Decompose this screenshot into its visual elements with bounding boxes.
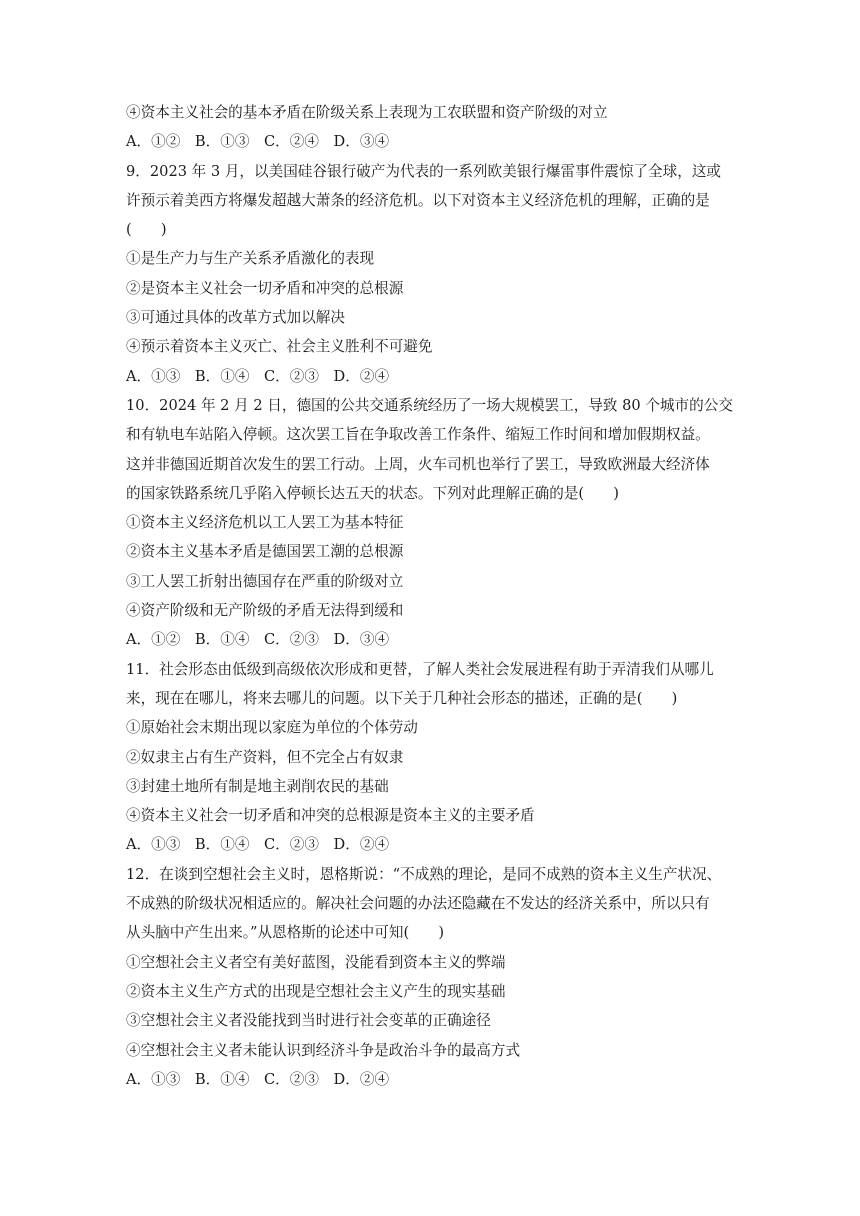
q9-option-3: ③可通过具体的改革方式加以解决 <box>126 309 345 327</box>
q8-option-4: ④资本主义社会的基本矛盾在阶级关系上表现为工农联盟和资产阶级的对立 <box>126 104 608 121</box>
q9-stem-line-2: 许预示着美西方将爆发超越大萧条的经济危机。以下对资本主义经济危机的理解，正确的是 <box>126 191 710 209</box>
q9-option-2: ②是资本主义社会一切矛盾和冲突的总根源 <box>126 279 404 297</box>
q10-option-2: ②资本主义基本矛盾是德国罢工潮的总根源 <box>126 543 404 561</box>
q9-option-4: ④预示着资本主义灭亡、社会主义胜利不可避免 <box>126 338 433 356</box>
q11-option-3: ③封建土地所有制是地主剥削农民的基础 <box>126 777 389 795</box>
q11-stem-line-1: 11．社会形态由低级到高级依次形成和更替，了解人类社会发展进程有助于弄清我们从哪儿 <box>126 660 714 678</box>
q10-option-3: ③工人罢工折射出德国存在严重的阶级对立 <box>126 572 404 590</box>
q10-option-4: ④资产阶级和无产阶级的矛盾无法得到缓和 <box>126 602 404 620</box>
q10-stem-line-4: 的国家铁路系统几乎陷入停顿长达五天的状态。下列对此理解正确的是( ) <box>126 484 619 502</box>
q12-option-1: ①空想社会主义者空有美好蓝图，没能看到资本主义的弊端 <box>126 953 506 971</box>
q10-stem-line-1: 10．2024 年 2 月 2 日，德国的公共交通系统经历了一场大规模罢工，导致 80 个城市的公交 <box>126 396 733 414</box>
q12-option-3: ③空想社会主义者没能找到当时进行社会变革的正确途径 <box>126 1012 491 1030</box>
q11-answer-choices: A．①③ B．①④ C．②③ D．②④ <box>126 836 390 854</box>
q8-answer-choices: A．①② B．①③ C．②④ D．③④ <box>126 133 390 151</box>
q12-option-4: ④空想社会主义者未能认识到经济斗争是政治斗争的最高方式 <box>126 1041 521 1059</box>
q10-stem-line-3: 这并非德国近期首次发生的罢工行动。上周，火车司机也举行了罢工，导致欧洲最大经济体 <box>126 455 710 473</box>
q12-option-2: ②资本主义生产方式的出现是空想社会主义产生的现实基础 <box>126 982 506 1000</box>
q10-answer-choices: A．①② B．①④ C．②③ D．③④ <box>126 631 390 649</box>
q11-stem-line-2: 来，现在在哪儿，将来去哪儿的问题。以下关于几种社会形态的描述，正确的是( ) <box>126 689 678 707</box>
q11-option-2: ②奴隶主占有生产资料，但不完全占有奴隶 <box>126 748 404 766</box>
q9-answer-blank: ( ) <box>126 221 167 239</box>
q9-option-1: ①是生产力与生产关系矛盾激化的表现 <box>126 250 375 268</box>
q11-option-1: ①原始社会末期出现以家庭为单位的个体劳动 <box>126 719 418 737</box>
q10-stem-line-2: 和有轨电车站陷入停顿。这次罢工旨在争取改善工作条件、缩短工作时间和增加假期权益。 <box>126 426 710 444</box>
document-page <box>126 98 736 1094</box>
q11-option-4: ④资本主义社会一切矛盾和冲突的总根源是资本主义的主要矛盾 <box>126 807 535 825</box>
q12-answer-choices: A．①③ B．①④ C．②③ D．②④ <box>126 1070 390 1088</box>
q9-answer-choices: A．①③ B．①④ C．②③ D．②④ <box>126 367 390 385</box>
q12-stem-line-3: 从头脑中产生出来。”从恩格斯的论述中可知( ) <box>126 924 445 942</box>
q9-stem-line-1: 9．2023 年 3 月，以美国硅谷银行破产为代表的一系列欧美银行爆雷事件震惊了全球，这或 <box>126 162 722 180</box>
q10-option-1: ①资本主义经济危机以工人罢工为基本特征 <box>126 514 404 532</box>
q12-stem-line-1: 12．在谈到空想社会主义时，恩格斯说：“不成熟的理论，是同不成熟的资本主义生产状况、 <box>126 865 722 883</box>
q12-stem-line-2: 不成熟的阶级状况相适应的。解决社会问题的办法还隐藏在不发达的经济关系中，所以只有 <box>126 895 710 913</box>
